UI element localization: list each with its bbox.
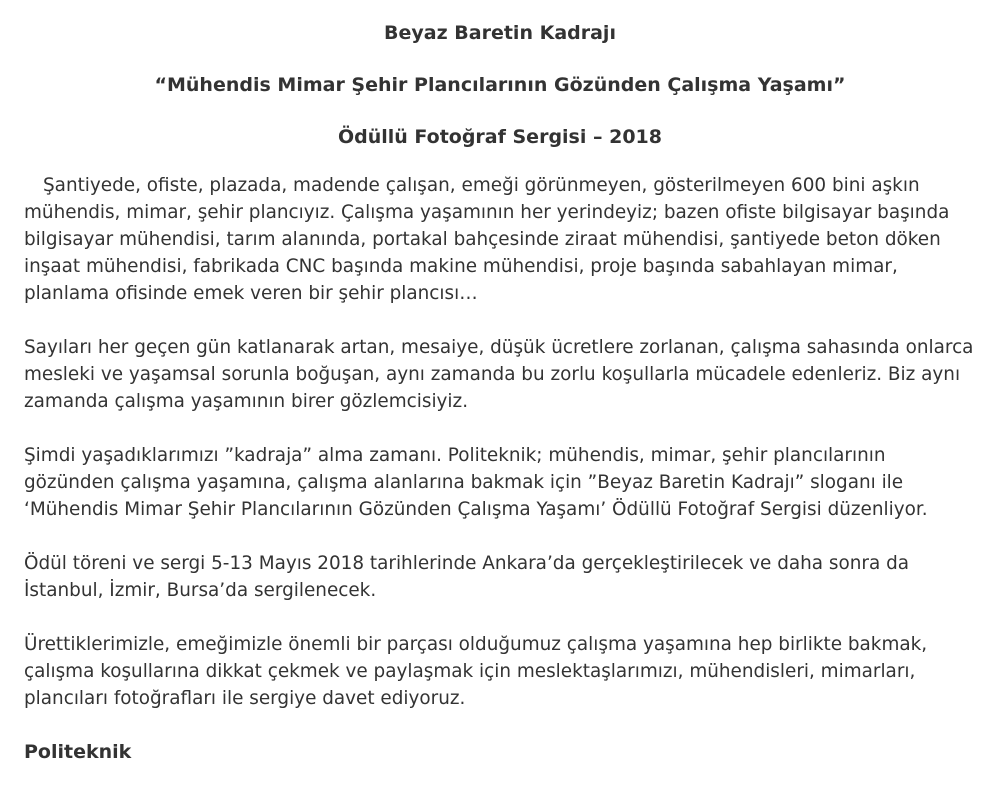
paragraph: Ödül töreni ve sergi 5-13 Mayıs 2018 tarihlerinde Ankara’da gerçekleştirilecek ve daha sonra da İstanbul, İzmir, Bursa’da sergilenecek. (24, 553, 910, 601)
event-title: Ödüllü Fotoğraf Sergisi – 2018 (337, 126, 662, 148)
article-subtitle: “Mühendis Mimar Şehir Plancılarının Gözünden Çalışma Yaşamı” (154, 74, 846, 96)
paragraph: Sayıları her geçen gün katlanarak artan, mesaiye, düşük ücretlere zorlanan, çalışma sahasında onlarca mesleki ve yaşamsal sorunla boğuşan, aynı zamanda bu zorlu koşullarla mücadele edenleriz. Biz aynı zamanda çalışma yaşamının birer gözlemcisiyiz. (24, 337, 974, 412)
paragraph: Ürettiklerimizle, emeğimizle önemli bir parçası olduğumuz çalışma yaşamına hep birlikte bakmak, çalışma koşullarına dikkat çekmek ve paylaşmak için meslektaşlarımızı, mühendisleri, mimarları, plancıları fotoğrafları ile sergiye davet ediyoruz. (24, 634, 928, 709)
paragraph: Şimdi yaşadıklarımızı ”kadraja” alma zamanı. Politeknik; mühendis, mimar, şehir plancılarının gözünden çalışma yaşamına, çalışma alanlarına bakmak için ”Beyaz Baretin Kadrajı” sloganı ile ‘Mühendis Mimar Şehir Plancılarının Gözünden Çalışma Yaşamı’ Ödüllü Fotoğraf Sergisi düzenliyor. (24, 445, 928, 520)
article-title: Beyaz Baretin Kadrajı (384, 22, 616, 44)
paragraph: Şantiyede, ofiste, plazada, madende çalışan, emeği görünmeyen, gösterilmeyen 600 bini aşkın mühendis, mimar, şehir plancıyız. Çalışma yaşamının her yerindeyiz; bazen ofiste bilgisayar başında bilgisayar mühendisi, tarım alanında, portakal bahçesinde ziraat mühendisi, şantiyede beton döken inşaat mühendisi, fabrikada CNC başında makine mühendisi, proje başında sabahlayan mimar, planlama ofisinde emek veren bir şehir plancısı… (24, 175, 950, 304)
signature: Politeknik (24, 741, 132, 763)
